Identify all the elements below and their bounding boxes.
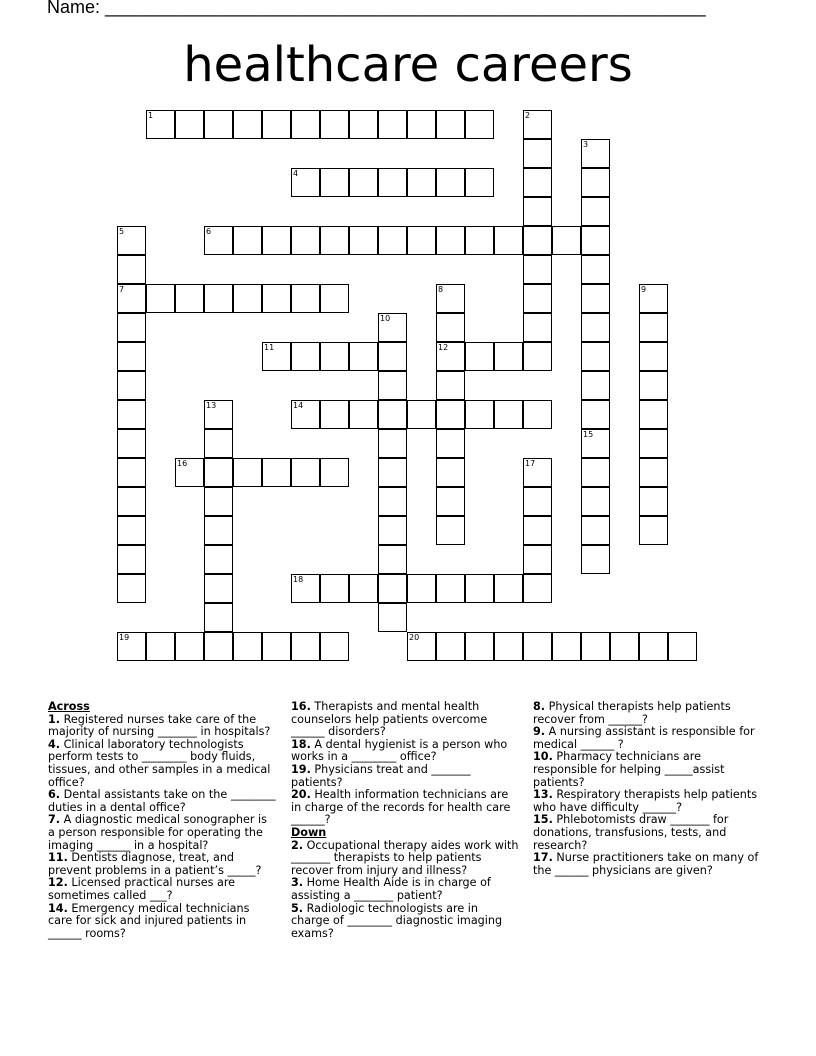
cell-number: 13: [206, 401, 217, 410]
crossword-cell[interactable]: [378, 313, 407, 342]
clue-down-2: 2. Occupational therapy aides work with _______ therapists to help patients recover from injury and illness?: [291, 838, 519, 877]
crossword-cell[interactable]: [436, 458, 465, 487]
crossword-cell[interactable]: [581, 168, 610, 197]
crossword-cell[interactable]: [204, 632, 233, 661]
crossword-cell[interactable]: [610, 632, 639, 661]
crossword-cell[interactable]: [523, 284, 552, 313]
crossword-cell[interactable]: [523, 313, 552, 342]
crossword-cell[interactable]: [407, 632, 436, 661]
crossword-cell[interactable]: [204, 603, 233, 632]
crossword-cell[interactable]: [204, 284, 233, 313]
crossword-cell[interactable]: [465, 400, 494, 429]
crossword-cell[interactable]: [465, 110, 494, 139]
crossword-cell[interactable]: [378, 226, 407, 255]
crossword-cell[interactable]: [204, 574, 233, 603]
crossword-cell[interactable]: [291, 110, 320, 139]
crossword-cell[interactable]: [523, 110, 552, 139]
crossword-cell[interactable]: [262, 632, 291, 661]
crossword-cell[interactable]: [436, 110, 465, 139]
crossword-cell[interactable]: [523, 226, 552, 255]
crossword-cell[interactable]: [175, 110, 204, 139]
crossword-cell[interactable]: [523, 139, 552, 168]
crossword-cell[interactable]: [320, 632, 349, 661]
crossword-cell[interactable]: [436, 342, 465, 371]
crossword-cell[interactable]: [581, 371, 610, 400]
crossword-cell[interactable]: [378, 168, 407, 197]
crossword-cell[interactable]: [436, 632, 465, 661]
clue-down-3: 3. Home Health Aide is in charge of assisting a _______ patient?: [291, 876, 491, 902]
crossword-cell[interactable]: [233, 226, 262, 255]
crossword-cell[interactable]: [639, 487, 668, 516]
crossword-cell[interactable]: [262, 284, 291, 313]
clues-column-2: [291, 701, 519, 940]
crossword-cell[interactable]: [146, 284, 175, 313]
crossword-cell[interactable]: [581, 197, 610, 226]
crossword-cell[interactable]: [378, 371, 407, 400]
crossword-cell[interactable]: [436, 226, 465, 255]
crossword-cell[interactable]: [494, 632, 523, 661]
crossword-cell[interactable]: [581, 226, 610, 255]
crossword-cell[interactable]: [262, 458, 291, 487]
crossword-cell[interactable]: [146, 632, 175, 661]
crossword-cell[interactable]: [407, 574, 436, 603]
crossword-cell[interactable]: [581, 284, 610, 313]
cell-number: 16: [177, 459, 188, 468]
crossword-cell[interactable]: [378, 429, 407, 458]
crossword-cell[interactable]: [291, 168, 320, 197]
crossword-cell[interactable]: [204, 516, 233, 545]
crossword-cell[interactable]: [320, 574, 349, 603]
crossword-cell[interactable]: [117, 400, 146, 429]
clue-across-18: 18. A dental hygienist is a person who works in a ________ office?: [291, 737, 508, 764]
cell-number: 9: [641, 285, 647, 294]
crossword-cell[interactable]: [436, 429, 465, 458]
crossword-cell[interactable]: [378, 110, 407, 139]
crossword-cell[interactable]: [523, 574, 552, 603]
crossword-cell[interactable]: [581, 487, 610, 516]
clue-down-17: 17. Nurse practitioners take on many of the ______ physicians are given?: [533, 851, 759, 877]
clues-column-3: [533, 701, 761, 877]
crossword-cell[interactable]: [349, 400, 378, 429]
crossword-cell[interactable]: [407, 400, 436, 429]
cell-number: 4: [293, 169, 299, 178]
crossword-cell[interactable]: [436, 516, 465, 545]
crossword-cell[interactable]: [320, 284, 349, 313]
crossword-cell[interactable]: [639, 342, 668, 371]
crossword-cell[interactable]: [349, 168, 378, 197]
crossword-cell[interactable]: [465, 168, 494, 197]
crossword-cell[interactable]: [436, 313, 465, 342]
clue-across-4: 4. Clinical laboratory technologists perform tests to ________ body fluids, tissues, and other samples in a medical office?: [48, 737, 271, 789]
crossword-cell[interactable]: [320, 168, 349, 197]
cell-number: 7: [119, 285, 125, 294]
crossword-cell[interactable]: [523, 632, 552, 661]
crossword-cell[interactable]: [175, 632, 204, 661]
crossword-cell[interactable]: [349, 574, 378, 603]
crossword-cell[interactable]: [204, 400, 233, 429]
clue-down-10: 10. Pharmacy technicians are responsible for helping _____assist patients?: [533, 750, 725, 789]
crossword-cell[interactable]: [581, 342, 610, 371]
crossword-cell[interactable]: [552, 632, 581, 661]
cell-number: 10: [380, 314, 391, 323]
crossword-cell[interactable]: [204, 487, 233, 516]
crossword-cell[interactable]: [117, 371, 146, 400]
down-heading: Down: [291, 825, 327, 839]
crossword-cell[interactable]: [233, 284, 262, 313]
crossword-cell[interactable]: [233, 110, 262, 139]
crossword-cell[interactable]: [436, 371, 465, 400]
crossword-cell[interactable]: [494, 574, 523, 603]
crossword-cell[interactable]: [581, 545, 610, 574]
crossword-cell[interactable]: [117, 487, 146, 516]
crossword-cell[interactable]: [494, 400, 523, 429]
crossword-cell[interactable]: [523, 458, 552, 487]
crossword-cell[interactable]: [291, 226, 320, 255]
crossword-cell[interactable]: [117, 255, 146, 284]
crossword-cell[interactable]: [320, 458, 349, 487]
crossword-cell[interactable]: [117, 516, 146, 545]
crossword-cell[interactable]: [552, 226, 581, 255]
crossword-cell[interactable]: [581, 632, 610, 661]
crossword-cell[interactable]: [117, 313, 146, 342]
crossword-cell[interactable]: [291, 632, 320, 661]
crossword-cell[interactable]: [639, 400, 668, 429]
name-line[interactable]: Name: ____________________________________________________________: [47, 0, 706, 17]
crossword-cell[interactable]: [494, 342, 523, 371]
crossword-cell[interactable]: [204, 429, 233, 458]
crossword-cell[interactable]: [320, 226, 349, 255]
crossword-cell[interactable]: [465, 574, 494, 603]
crossword-cell[interactable]: [639, 516, 668, 545]
crossword-cell[interactable]: [639, 313, 668, 342]
crossword-cell[interactable]: [262, 342, 291, 371]
crossword-cell[interactable]: [117, 429, 146, 458]
crossword-cell[interactable]: [523, 516, 552, 545]
crossword-cell[interactable]: [523, 487, 552, 516]
cell-number: 12: [438, 343, 449, 352]
crossword-cell[interactable]: [262, 226, 291, 255]
cell-number: 2: [525, 111, 531, 120]
crossword-cell[interactable]: [378, 516, 407, 545]
clue-across-20: 20. Health information technicians are in charge of the records for health care ______?: [291, 788, 511, 827]
cell-number: 11: [264, 343, 275, 352]
crossword-cell[interactable]: [581, 516, 610, 545]
crossword-cell[interactable]: [436, 284, 465, 313]
clue-down-5: 5. Radiologic technologists are in charge of ________ diagnostic imaging exams?: [291, 901, 503, 940]
crossword-cell[interactable]: [349, 342, 378, 371]
cell-number: 3: [583, 140, 589, 149]
crossword-cell[interactable]: [378, 458, 407, 487]
crossword-cell[interactable]: [378, 603, 407, 632]
clue-across-19: 19. Physicians treat and _______ patients?: [291, 762, 471, 789]
crossword-cell[interactable]: [523, 400, 552, 429]
crossword-cell[interactable]: [204, 458, 233, 487]
crossword-cell[interactable]: [291, 458, 320, 487]
crossword-cell[interactable]: [233, 632, 262, 661]
cell-number: 8: [438, 285, 444, 294]
clue-down-8: 8. Physical therapists help patients recover from ______?: [533, 700, 731, 726]
clues-column-1: [48, 701, 276, 940]
crossword-cell[interactable]: [581, 255, 610, 284]
crossword-cell[interactable]: [639, 632, 668, 661]
page-title: healthcare careers: [183, 37, 633, 93]
cell-number: 15: [583, 430, 594, 439]
cell-number: 6: [206, 227, 212, 236]
clue-down-13: 13. Respiratory therapists help patients who have difficulty ______?: [533, 788, 758, 814]
crossword-cell[interactable]: [436, 400, 465, 429]
crossword-cell[interactable]: [378, 574, 407, 603]
clue-across-11: 11. Dentists diagnose, treat, and prevent problems in a patient’s _____?: [48, 851, 262, 877]
crossword-cell[interactable]: [378, 342, 407, 371]
crossword-cell[interactable]: [117, 632, 146, 661]
cell-number: 20: [409, 633, 420, 642]
cell-number: 17: [525, 459, 536, 468]
crossword-cell[interactable]: [349, 110, 378, 139]
crossword-cell[interactable]: [349, 226, 378, 255]
crossword-cell[interactable]: [523, 545, 552, 574]
crossword-cell[interactable]: [117, 342, 146, 371]
crossword-cell[interactable]: [581, 458, 610, 487]
crossword-cell[interactable]: [291, 284, 320, 313]
crossword-cell[interactable]: [407, 168, 436, 197]
crossword-cell[interactable]: [581, 400, 610, 429]
cell-number: 14: [293, 401, 304, 410]
crossword-cell[interactable]: [204, 226, 233, 255]
crossword-cell[interactable]: [668, 632, 697, 661]
crossword-cell[interactable]: [436, 487, 465, 516]
across-heading: Across: [48, 700, 90, 713]
crossword-cell[interactable]: [639, 429, 668, 458]
clue-across-6: 6. Dental assistants take on the ________ duties in a dental office?: [48, 788, 276, 814]
crossword-cell[interactable]: [146, 110, 175, 139]
crossword-cell[interactable]: [291, 342, 320, 371]
clue-down-15: 15. Phlebotomists draw _______ for donations, transfusions, tests, and research?: [533, 813, 729, 852]
crossword-cell[interactable]: [117, 284, 146, 313]
crossword-cell[interactable]: [320, 400, 349, 429]
crossword-cell[interactable]: [320, 342, 349, 371]
crossword-cell[interactable]: [436, 168, 465, 197]
crossword-cell[interactable]: [407, 110, 436, 139]
crossword-cell[interactable]: [523, 342, 552, 371]
crossword-cell[interactable]: [494, 226, 523, 255]
clue-across-7: 7. A diagnostic medical sonographer is a person responsible for operating the imaging ______ in a hospital?: [48, 813, 267, 852]
crossword-cell[interactable]: [233, 458, 262, 487]
clue-across-16: 16. Therapists and mental health counselors help patients overcome ______ disorders?: [291, 700, 488, 739]
cell-number: 1: [148, 111, 154, 120]
crossword-cell[interactable]: [117, 226, 146, 255]
crossword-cell[interactable]: [581, 139, 610, 168]
crossword-cell[interactable]: [639, 458, 668, 487]
crossword-cell[interactable]: [523, 168, 552, 197]
crossword-cell[interactable]: [465, 226, 494, 255]
crossword-cell[interactable]: [204, 545, 233, 574]
crossword-cell[interactable]: [523, 255, 552, 284]
crossword-cell[interactable]: [175, 458, 204, 487]
crossword-cell[interactable]: [581, 429, 610, 458]
crossword-cell[interactable]: [581, 313, 610, 342]
crossword-cell[interactable]: [378, 487, 407, 516]
crossword-cell[interactable]: [378, 400, 407, 429]
crossword-cell[interactable]: [204, 110, 233, 139]
clue-across-12: 12. Licensed practical nurses are sometimes called ___?: [48, 876, 236, 902]
crossword-cell[interactable]: [320, 110, 349, 139]
crossword-cell[interactable]: [465, 632, 494, 661]
crossword-cell[interactable]: [291, 574, 320, 603]
crossword-cell[interactable]: [639, 371, 668, 400]
crossword-cell[interactable]: [117, 458, 146, 487]
crossword-cell[interactable]: [639, 284, 668, 313]
clue-across-14: 14. Emergency medical technicians care for sick and injured patients in ______ rooms?: [48, 901, 250, 940]
crossword-cell[interactable]: [117, 574, 146, 603]
clue-across-1: 1. Registered nurses take care of the majority of nursing _______ in hospitals?: [48, 712, 271, 739]
crossword-cell[interactable]: [523, 197, 552, 226]
crossword-cell[interactable]: [175, 284, 204, 313]
crossword-cell[interactable]: [262, 110, 291, 139]
crossword-cell[interactable]: [291, 400, 320, 429]
clue-down-9: 9. A nursing assistant is responsible for medical ______ ?: [533, 725, 755, 751]
crossword-cell[interactable]: [436, 574, 465, 603]
cell-number: 18: [293, 575, 304, 584]
cell-number: 19: [119, 633, 130, 642]
cell-number: 5: [119, 227, 125, 236]
crossword-cell[interactable]: [407, 226, 436, 255]
crossword-cell[interactable]: [117, 545, 146, 574]
crossword-cell[interactable]: [465, 342, 494, 371]
crossword-cell[interactable]: [378, 545, 407, 574]
